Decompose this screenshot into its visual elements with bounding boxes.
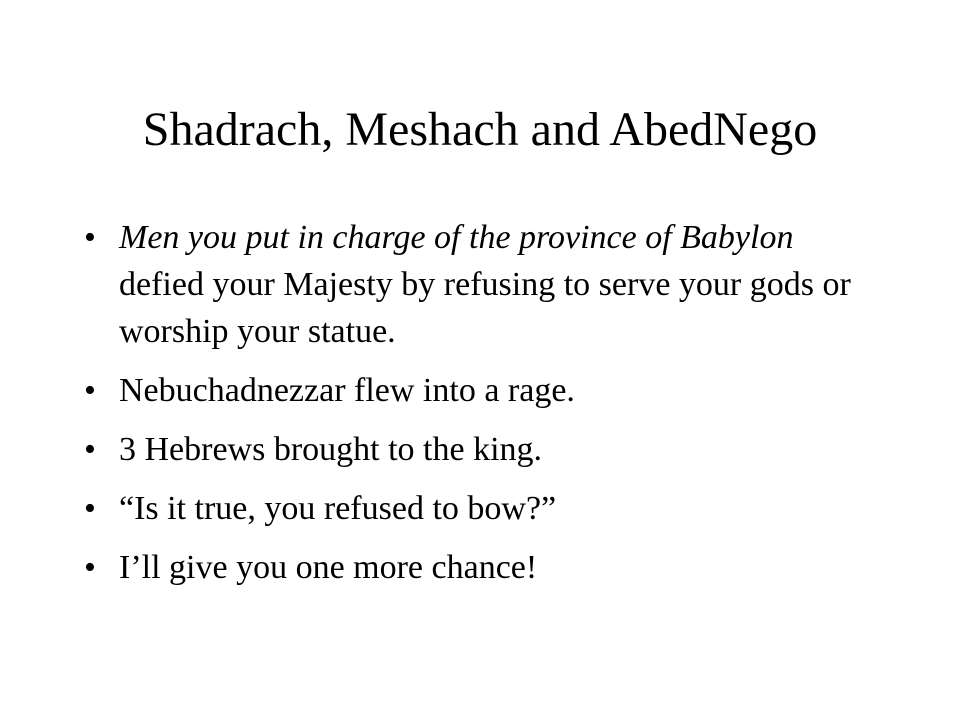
bullet-plain-text: defied your Majesty by refusing to serve your gods or worship your statue. bbox=[119, 266, 851, 350]
bullet-item bbox=[84, 367, 884, 414]
bullet-item bbox=[84, 214, 884, 355]
bullet-icon: • bbox=[84, 219, 96, 256]
bullet-text: Nebuchadnezzar flew into a rage. bbox=[119, 372, 575, 409]
bullet-list bbox=[84, 214, 884, 603]
bullet-text: 3 Hebrews brought to the king. bbox=[119, 431, 543, 468]
bullet-icon: • bbox=[84, 549, 96, 586]
bullet-item bbox=[84, 544, 884, 591]
bullet-text: “Is it true, you refused to bow?” bbox=[119, 490, 557, 527]
bullet-icon: • bbox=[84, 490, 96, 527]
bullet-icon: • bbox=[84, 431, 96, 468]
bullet-text bbox=[119, 219, 851, 350]
bullet-item bbox=[84, 485, 884, 532]
slide-title: Shadrach, Meshach and AbedNego bbox=[142, 103, 818, 156]
bullet-text: I’ll give you one more chance! bbox=[119, 549, 538, 586]
bullet-icon: • bbox=[84, 372, 96, 409]
bullet-italic-text: Men you put in charge of the province of Babylon bbox=[119, 219, 794, 256]
bullet-item bbox=[84, 426, 884, 473]
